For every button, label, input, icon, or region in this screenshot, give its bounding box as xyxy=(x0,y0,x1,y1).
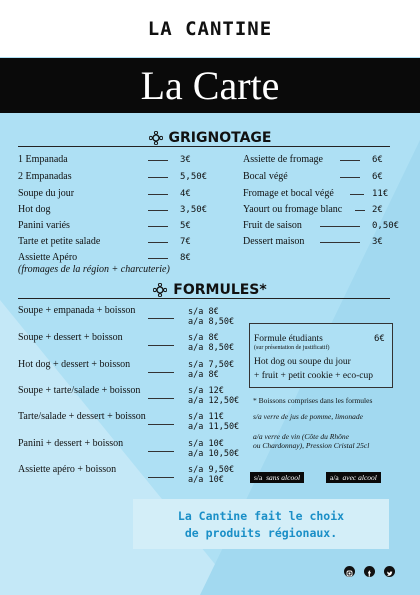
legend-avec-alcool: a/a avec alcool xyxy=(326,472,381,483)
item-price: 5,50€ xyxy=(180,172,208,182)
legend-sans-alcool: s/a sans alcool xyxy=(250,472,304,483)
student-offer-subtitle: (sur présentation de justificatif) xyxy=(254,345,330,351)
leader-line xyxy=(148,258,168,259)
student-offer-line: + fruit + petit cookie + eco-cup xyxy=(254,371,373,381)
menu-item: Soupe du jour xyxy=(18,188,75,199)
student-offer-title: Formule étudiants xyxy=(254,334,323,344)
price-avec-alcool: a/a 10€ xyxy=(188,475,224,485)
price-avec-alcool: a/a 12,50€ xyxy=(188,396,240,406)
price-avec-alcool: a/a 8,50€ xyxy=(188,317,235,327)
item-price: 3€ xyxy=(180,155,191,165)
leader-line xyxy=(320,242,360,243)
leader-line xyxy=(148,318,174,319)
item-price: 6€ xyxy=(372,155,383,165)
item-price: 5€ xyxy=(180,221,191,231)
item-price: 3,50€ xyxy=(180,205,208,215)
avec-alcool-note: a/a verre de vin (Côte du Rhône xyxy=(253,432,349,441)
menu-item: Assiette Apéro xyxy=(18,252,78,263)
leader-line xyxy=(340,160,360,161)
leader-line xyxy=(148,424,174,425)
leader-line xyxy=(148,398,174,399)
student-offer-line: Hot dog ou soupe du jour xyxy=(254,357,351,367)
price-sans-alcool: s/a 11€ xyxy=(188,412,224,422)
item-price: 0,50€ xyxy=(372,221,400,231)
section-divider xyxy=(18,146,390,147)
menu-item: Hot dog xyxy=(18,204,51,215)
price-avec-alcool: a/a 10,50€ xyxy=(188,449,240,459)
menu-item: 2 Empanadas xyxy=(18,171,72,182)
item-price: 6€ xyxy=(372,172,383,182)
formules-heading: FORMULES* xyxy=(0,282,420,298)
regional-banner-text: La Cantine fait le choix de produits régionaux. xyxy=(177,509,345,540)
menu-item: Bocal végé xyxy=(243,171,288,182)
price-avec-alcool: a/a 8€ xyxy=(188,370,219,380)
menu-item: Tarte et petite salade xyxy=(18,236,101,247)
item-price: 3€ xyxy=(372,237,383,247)
leader-line xyxy=(148,477,174,478)
leader-line xyxy=(340,177,360,178)
menu-item: Dessert maison xyxy=(243,236,305,247)
formule-item: Panini + dessert + boisson xyxy=(18,438,124,449)
page-title: La Carte xyxy=(0,58,420,113)
leader-line xyxy=(148,451,174,452)
leader-line xyxy=(355,210,365,211)
formule-item: Soupe + dessert + boisson xyxy=(18,332,123,343)
formule-item: Assiette apéro + boisson xyxy=(18,464,117,475)
grignotage-heading: GRIGNOTAGE xyxy=(0,130,420,146)
formule-item: Hot dog + dessert + boisson xyxy=(18,359,131,370)
formule-item: Tarte/salade + dessert + boisson xyxy=(18,411,146,422)
price-sans-alcool: s/a 9,50€ xyxy=(188,465,235,475)
sans-alcool-note: s/a verre de jus de pomme, limonade xyxy=(253,412,363,421)
leader-line xyxy=(320,226,360,227)
price-sans-alcool: s/a 8€ xyxy=(188,307,219,317)
formule-item: Soupe + empanada + boisson xyxy=(18,305,136,316)
item-price: 11€ xyxy=(372,189,389,199)
snack-icon xyxy=(149,131,163,145)
avec-alcool-note: ou Chardonnay), Pression Cristal 25cl xyxy=(253,441,370,450)
menu-item: Panini variés xyxy=(18,220,70,231)
menu-item: 1 Empanada xyxy=(18,154,68,165)
price-sans-alcool: s/a 10€ xyxy=(188,439,224,449)
facebook-icon[interactable] xyxy=(364,566,375,577)
price-sans-alcool: s/a 8€ xyxy=(188,333,219,343)
drinks-note: * Boissons comprises dans les formules xyxy=(253,396,373,405)
formule-item: Soupe + tarte/salade + boisson xyxy=(18,385,141,396)
item-price: 4€ xyxy=(180,189,191,199)
menu-item: Fruit de saison xyxy=(243,220,302,231)
student-offer-box xyxy=(249,323,393,388)
leader-line xyxy=(148,160,168,161)
item-price: 8€ xyxy=(180,253,191,263)
leader-line xyxy=(148,194,168,195)
twitter-icon[interactable] xyxy=(384,566,395,577)
price-avec-alcool: a/a 11,50€ xyxy=(188,422,240,432)
snack-icon xyxy=(153,283,167,297)
item-price: 7€ xyxy=(180,237,191,247)
student-offer-price: 6€ xyxy=(374,334,385,344)
menu-item: Yaourt ou fromage blanc xyxy=(243,204,343,215)
leader-line xyxy=(148,242,168,243)
brand-name: LA CANTINE xyxy=(147,18,273,40)
section-divider xyxy=(18,298,390,299)
leader-line xyxy=(148,210,168,211)
leader-line xyxy=(350,194,364,195)
price-sans-alcool: s/a 12€ xyxy=(188,386,224,396)
item-detail: (fromages de la région + charcuterie) xyxy=(18,264,170,275)
leader-line xyxy=(148,345,174,346)
leader-line xyxy=(148,177,168,178)
menu-item: Fromage et bocal végé xyxy=(243,188,334,199)
instagram-icon[interactable] xyxy=(344,566,355,577)
price-sans-alcool: s/a 7,50€ xyxy=(188,360,235,370)
price-avec-alcool: a/a 8,50€ xyxy=(188,343,235,353)
leader-line xyxy=(148,226,168,227)
menu-item: Assiette de fromage xyxy=(243,154,323,165)
item-price: 2€ xyxy=(372,205,383,215)
leader-line xyxy=(148,372,174,373)
